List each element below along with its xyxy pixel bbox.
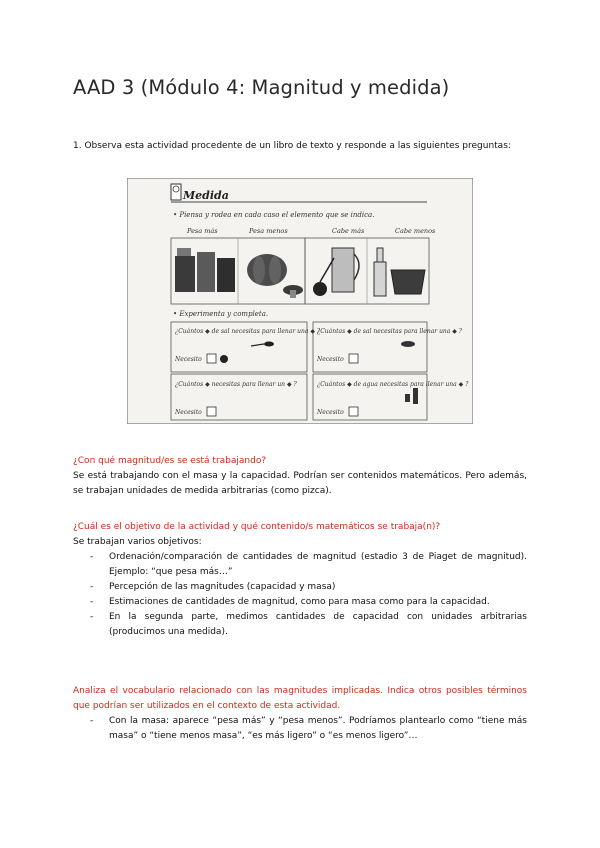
exercise-box-4: ¿Cuántos ◆ de agua necesitas para llenar una ◆ ? xyxy=(317,381,469,388)
section-body: Se está trabajando con el masa y la capacidad. Podrían ser contenidos matemáticos. Pero además, se trabajan unidades de medida arbitrarias (como pizca). xyxy=(73,471,527,496)
necesito-3: Necesito xyxy=(175,409,202,416)
section-heading: ¿Cuál es el objetivo de la actividad y qué contenido/s matemáticos se trabaja(n)? xyxy=(73,522,441,532)
medida-header-icon xyxy=(171,184,181,200)
section-heading: Analiza el vocabulario relacionado con las magnitudes implicadas. Indica otros posibles términos que podrían ser utilizados en el contexto de esta actividad. xyxy=(73,686,527,711)
list-item: - Ordenación/comparación de cantidades de magnitud (estadio 3 de Piaget de magnitud). Ejemplo: “que pesa más…” xyxy=(90,552,527,577)
textbook-activity-image xyxy=(127,178,473,424)
section-magnitudes xyxy=(73,454,527,499)
label-cabe-menos: Cabe menos xyxy=(395,227,436,235)
exercise-box-3: ¿Cuántos ◆ necesitas para llenar un ◆ ? xyxy=(175,381,297,388)
salt-icon xyxy=(220,355,228,363)
necesito-1: Necesito xyxy=(175,356,202,363)
section-heading: ¿Con qué magnitud/es se está trabajando? xyxy=(73,456,267,466)
page-title: AAD 3 (Módulo 4: Magnitud y medida) xyxy=(73,76,450,99)
bottle-small-icon xyxy=(413,388,418,404)
cup-icon xyxy=(405,394,410,402)
list-item: - Estimaciones de cantidades de magnitud, como para masa como para la capacidad. xyxy=(90,597,490,607)
objectives-list xyxy=(73,550,527,640)
section-objetivos xyxy=(73,520,527,640)
question-1: 1. Observa esta actividad procedente de un libro de texto y responde a las siguientes preguntas: xyxy=(73,141,511,151)
vocabulary-list xyxy=(73,714,527,744)
list-item: - Con la masa: aparece “pesa más” y “pesa menos”. Podríamos plantearlo como “tiene más masa” o “tiene menos masa”, “es más ligero” o “es menos ligero”… xyxy=(90,716,527,741)
label-cabe-mas: Cabe más xyxy=(332,227,365,235)
label-pesa-menos: Pesa menos xyxy=(249,227,288,235)
list-item: - Percepción de las magnitudes (capacidad y masa) xyxy=(90,582,336,592)
necesito-2: Necesito xyxy=(317,356,344,363)
exercise-box-2: ¿Cuántas ◆ de sal necesitas para llenar una ◆ ? xyxy=(317,328,463,335)
list-item: - En la segunda parte, medimos cantidades de capacidad con unidades arbitrarias (producimos una medida). xyxy=(90,612,527,637)
illustration-header: Medida xyxy=(183,189,229,202)
label-pesa-mas: Pesa más xyxy=(187,227,218,235)
instruction-2: • Experimenta y completa. xyxy=(173,310,269,318)
exercise-box-1: ¿Cuántos ◆ de sal necesitas para llenar una ◆ ? xyxy=(175,328,321,335)
instruction-1: • Piensa y rodea en cada caso el elemento que se indica. xyxy=(173,211,375,219)
section-vocabulario xyxy=(73,684,527,744)
necesito-4: Necesito xyxy=(317,409,344,416)
section-intro: Se trabajan varios objetivos: xyxy=(73,537,202,547)
pot-icon xyxy=(401,341,415,347)
